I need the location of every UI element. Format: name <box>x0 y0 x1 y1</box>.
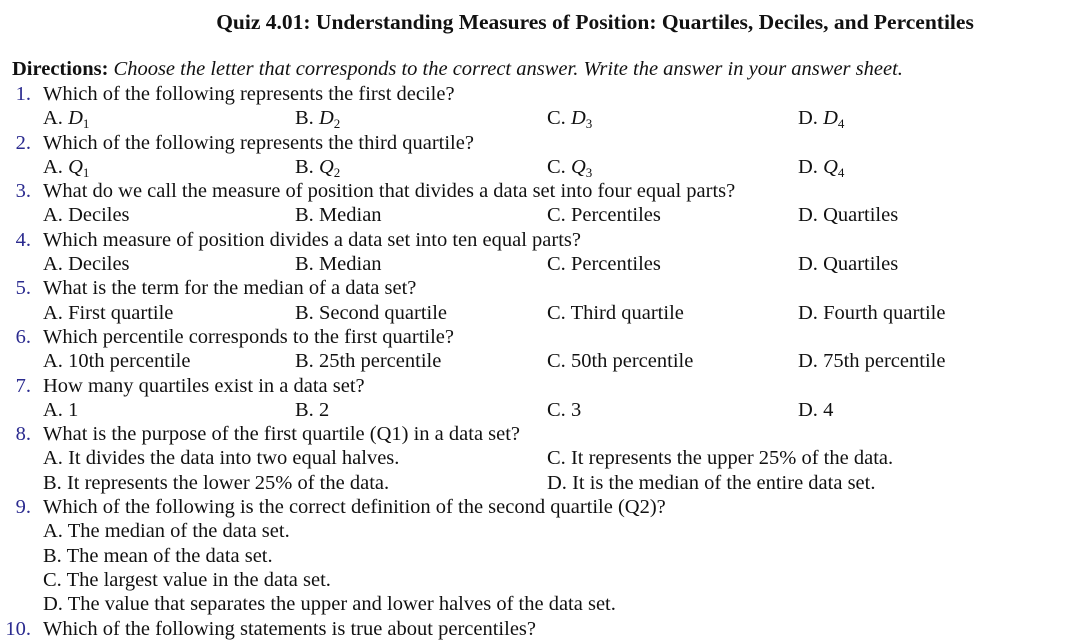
question-line <box>0 179 1080 203</box>
options-row <box>0 568 1080 592</box>
option-text: 2 <box>318 398 330 421</box>
option-text: It is the median of the entire data set. <box>572 471 876 494</box>
option-text: Median <box>318 253 382 276</box>
subscript: 4 <box>837 116 845 132</box>
option-letter: A. <box>43 204 63 227</box>
option-text: 4 <box>823 398 834 421</box>
answer-option <box>547 155 592 179</box>
option-letter: C. <box>547 350 566 373</box>
option-text: 50th percentile <box>570 350 694 373</box>
subscript: 4 <box>837 164 845 180</box>
option-letter: B. <box>43 471 62 494</box>
option-letter: A. <box>43 520 63 543</box>
option-text: Percentiles <box>570 253 661 276</box>
option-text: Second quartile <box>318 301 448 324</box>
answer-option <box>295 203 382 227</box>
option-letter: D. <box>798 107 818 130</box>
question-text: How many quartiles exist in a data set? <box>43 374 365 397</box>
question-line <box>0 82 1080 106</box>
subscript: 1 <box>82 164 90 180</box>
question-line <box>0 374 1080 398</box>
math-symbol <box>319 156 340 178</box>
option-letter: C. <box>547 301 566 324</box>
option-letter: C. <box>43 568 62 591</box>
option-text: Percentiles <box>570 204 661 227</box>
question-text: Which of the following is the correct definition of the second quartile (Q2)? <box>43 496 666 519</box>
question-number: 5. <box>15 277 31 300</box>
question-number: 9. <box>15 496 31 519</box>
question-line <box>0 617 1080 641</box>
option-letter: B. <box>295 253 314 276</box>
option-letter: A. <box>43 107 63 130</box>
option-text: First quartile <box>68 301 174 324</box>
question-number: 7. <box>15 374 31 397</box>
answer-option <box>295 155 340 179</box>
answer-option <box>43 544 273 568</box>
option-text: The largest value in the data set. <box>66 568 331 591</box>
answer-option <box>547 252 661 276</box>
option-letter: C. <box>547 204 566 227</box>
option-letter: A. <box>43 398 63 421</box>
options-row <box>0 349 1080 373</box>
answer-option <box>547 398 581 422</box>
answer-option <box>798 203 898 227</box>
question-number: 4. <box>15 228 31 251</box>
option-letter: C. <box>547 398 566 421</box>
option-text: The mean of the data set. <box>66 544 273 567</box>
option-letter: C. <box>547 447 566 470</box>
answer-option <box>547 301 684 325</box>
option-text: Quartiles <box>823 204 899 227</box>
option-letter: B. <box>295 398 314 421</box>
option-text: Median <box>318 204 382 227</box>
answer-option <box>43 155 89 179</box>
option-letter: A. <box>43 155 63 178</box>
question-line <box>0 495 1080 519</box>
option-letter: D. <box>547 471 567 494</box>
question-number: 3. <box>15 180 31 203</box>
option-text: Deciles <box>68 253 130 276</box>
option-letter: A. <box>43 447 63 470</box>
option-letter: B. <box>295 204 314 227</box>
math-symbol <box>570 107 593 132</box>
option-text: 75th percentile <box>823 350 946 373</box>
answer-option <box>43 301 173 325</box>
answer-option <box>295 301 447 325</box>
symbol: D <box>68 107 83 130</box>
question-line <box>0 131 1080 155</box>
directions-text: Choose the letter that corresponds to the correct answer. Write the answer in your answer sheet. <box>113 58 903 80</box>
option-letter: B. <box>295 155 314 178</box>
option-letter: B. <box>43 544 62 567</box>
option-text: 10th percentile <box>68 350 191 373</box>
option-letter: D. <box>798 155 818 178</box>
answer-option <box>798 252 898 276</box>
option-text: 1 <box>68 398 79 421</box>
subscript: 3 <box>585 164 593 180</box>
question-text: Which of the following represents the third quartile? <box>43 131 474 154</box>
options-row <box>0 155 1080 179</box>
directions-label: Directions: <box>12 58 109 80</box>
answer-option <box>547 471 875 495</box>
option-letter: C. <box>547 155 566 178</box>
question-text: Which of the following represents the first decile? <box>43 83 455 105</box>
question-text: Which measure of position divides a data set into ten equal parts? <box>43 228 581 251</box>
answer-option <box>547 203 661 227</box>
options-row <box>0 301 1080 325</box>
answer-option <box>43 471 389 495</box>
answer-option <box>798 106 844 130</box>
options-row <box>0 471 1080 495</box>
symbol: Q <box>318 155 334 178</box>
answer-option <box>547 446 893 470</box>
options-row <box>0 544 1080 568</box>
question-number: 2. <box>15 131 31 154</box>
option-letter: D. <box>798 350 818 373</box>
symbol: D <box>823 107 838 130</box>
math-symbol <box>823 107 845 132</box>
option-letter: A. <box>43 350 63 373</box>
symbol: Q <box>570 155 586 178</box>
option-letter: A. <box>43 253 63 276</box>
option-letter: C. <box>547 107 566 130</box>
option-text: The value that separates the upper and lower halves of the data set. <box>67 593 616 616</box>
options-row <box>0 203 1080 227</box>
question-number: 1. <box>15 83 31 105</box>
answer-option <box>43 592 616 616</box>
subscript: 2 <box>333 164 341 180</box>
option-letter: D. <box>798 253 818 276</box>
symbol: Q <box>823 155 838 178</box>
answer-option <box>547 106 592 130</box>
question-number: 10. <box>5 617 31 640</box>
math-symbol <box>68 107 90 132</box>
answer-option <box>43 568 331 592</box>
option-text: 25th percentile <box>318 350 442 373</box>
option-text: Fourth quartile <box>823 301 946 324</box>
answer-option <box>295 398 329 422</box>
options-row <box>0 519 1080 543</box>
option-letter: D. <box>798 398 818 421</box>
option-letter: A. <box>43 301 63 324</box>
math-symbol <box>571 156 592 178</box>
math-symbol <box>318 107 341 132</box>
answer-option <box>798 349 945 373</box>
answer-option <box>43 446 399 470</box>
question-number: 8. <box>15 423 31 446</box>
answer-option <box>798 398 833 422</box>
options-row <box>0 106 1080 130</box>
option-letter: B. <box>295 350 314 373</box>
option-letter: B. <box>295 107 314 130</box>
question-line <box>0 276 1080 300</box>
option-text: 3 <box>570 398 582 421</box>
option-text: Deciles <box>68 204 130 227</box>
math-symbol <box>68 156 89 178</box>
option-text: Quartiles <box>823 253 899 276</box>
question-text: What do we call the measure of position that divides a data set into four equal parts? <box>43 180 736 203</box>
directions <box>12 57 903 81</box>
answer-option <box>798 155 844 179</box>
question-line <box>0 325 1080 349</box>
option-letter: D. <box>798 301 818 324</box>
answer-option <box>798 301 945 325</box>
answer-option <box>43 252 130 276</box>
options-row <box>0 398 1080 422</box>
symbol: Q <box>68 155 83 178</box>
question-text: Which of the following statements is true about percentiles? <box>43 617 536 640</box>
question-text: Which percentile corresponds to the first quartile? <box>43 325 454 348</box>
answer-option <box>43 349 190 373</box>
answer-option <box>43 519 290 543</box>
subscript: 2 <box>333 116 341 132</box>
answer-option <box>547 349 693 373</box>
question-list <box>0 82 1080 641</box>
option-text: It represents the upper 25% of the data. <box>570 447 894 470</box>
question-number: 6. <box>15 325 31 348</box>
answer-option <box>295 106 340 130</box>
option-letter: D. <box>43 593 63 616</box>
answer-option <box>43 398 78 422</box>
question-line <box>0 422 1080 446</box>
option-letter: D. <box>798 204 818 227</box>
options-row <box>0 592 1080 616</box>
answer-option <box>295 252 382 276</box>
page-title: Quiz 4.01: Understanding Measures of Position: Quartiles, Deciles, and Percentiles <box>216 10 974 34</box>
question-line <box>0 228 1080 252</box>
question-text: What is the purpose of the first quartile (Q1) in a data set? <box>43 423 521 446</box>
answer-option <box>295 349 441 373</box>
option-letter: C. <box>547 253 566 276</box>
math-symbol <box>823 156 844 178</box>
option-text: The median of the data set. <box>67 520 290 543</box>
options-row <box>0 252 1080 276</box>
symbol: D <box>570 107 586 130</box>
option-text: It divides the data into two equal halves. <box>68 447 400 470</box>
option-letter: B. <box>295 301 314 324</box>
options-row <box>0 446 1080 470</box>
symbol: D <box>318 107 334 130</box>
question-text: What is the term for the median of a data set? <box>43 277 417 300</box>
option-text: It represents the lower 25% of the data. <box>66 471 390 494</box>
subscript: 3 <box>585 116 593 132</box>
option-text: Third quartile <box>570 301 684 324</box>
answer-option <box>43 203 130 227</box>
answer-option <box>43 106 89 130</box>
subscript: 1 <box>82 116 90 132</box>
